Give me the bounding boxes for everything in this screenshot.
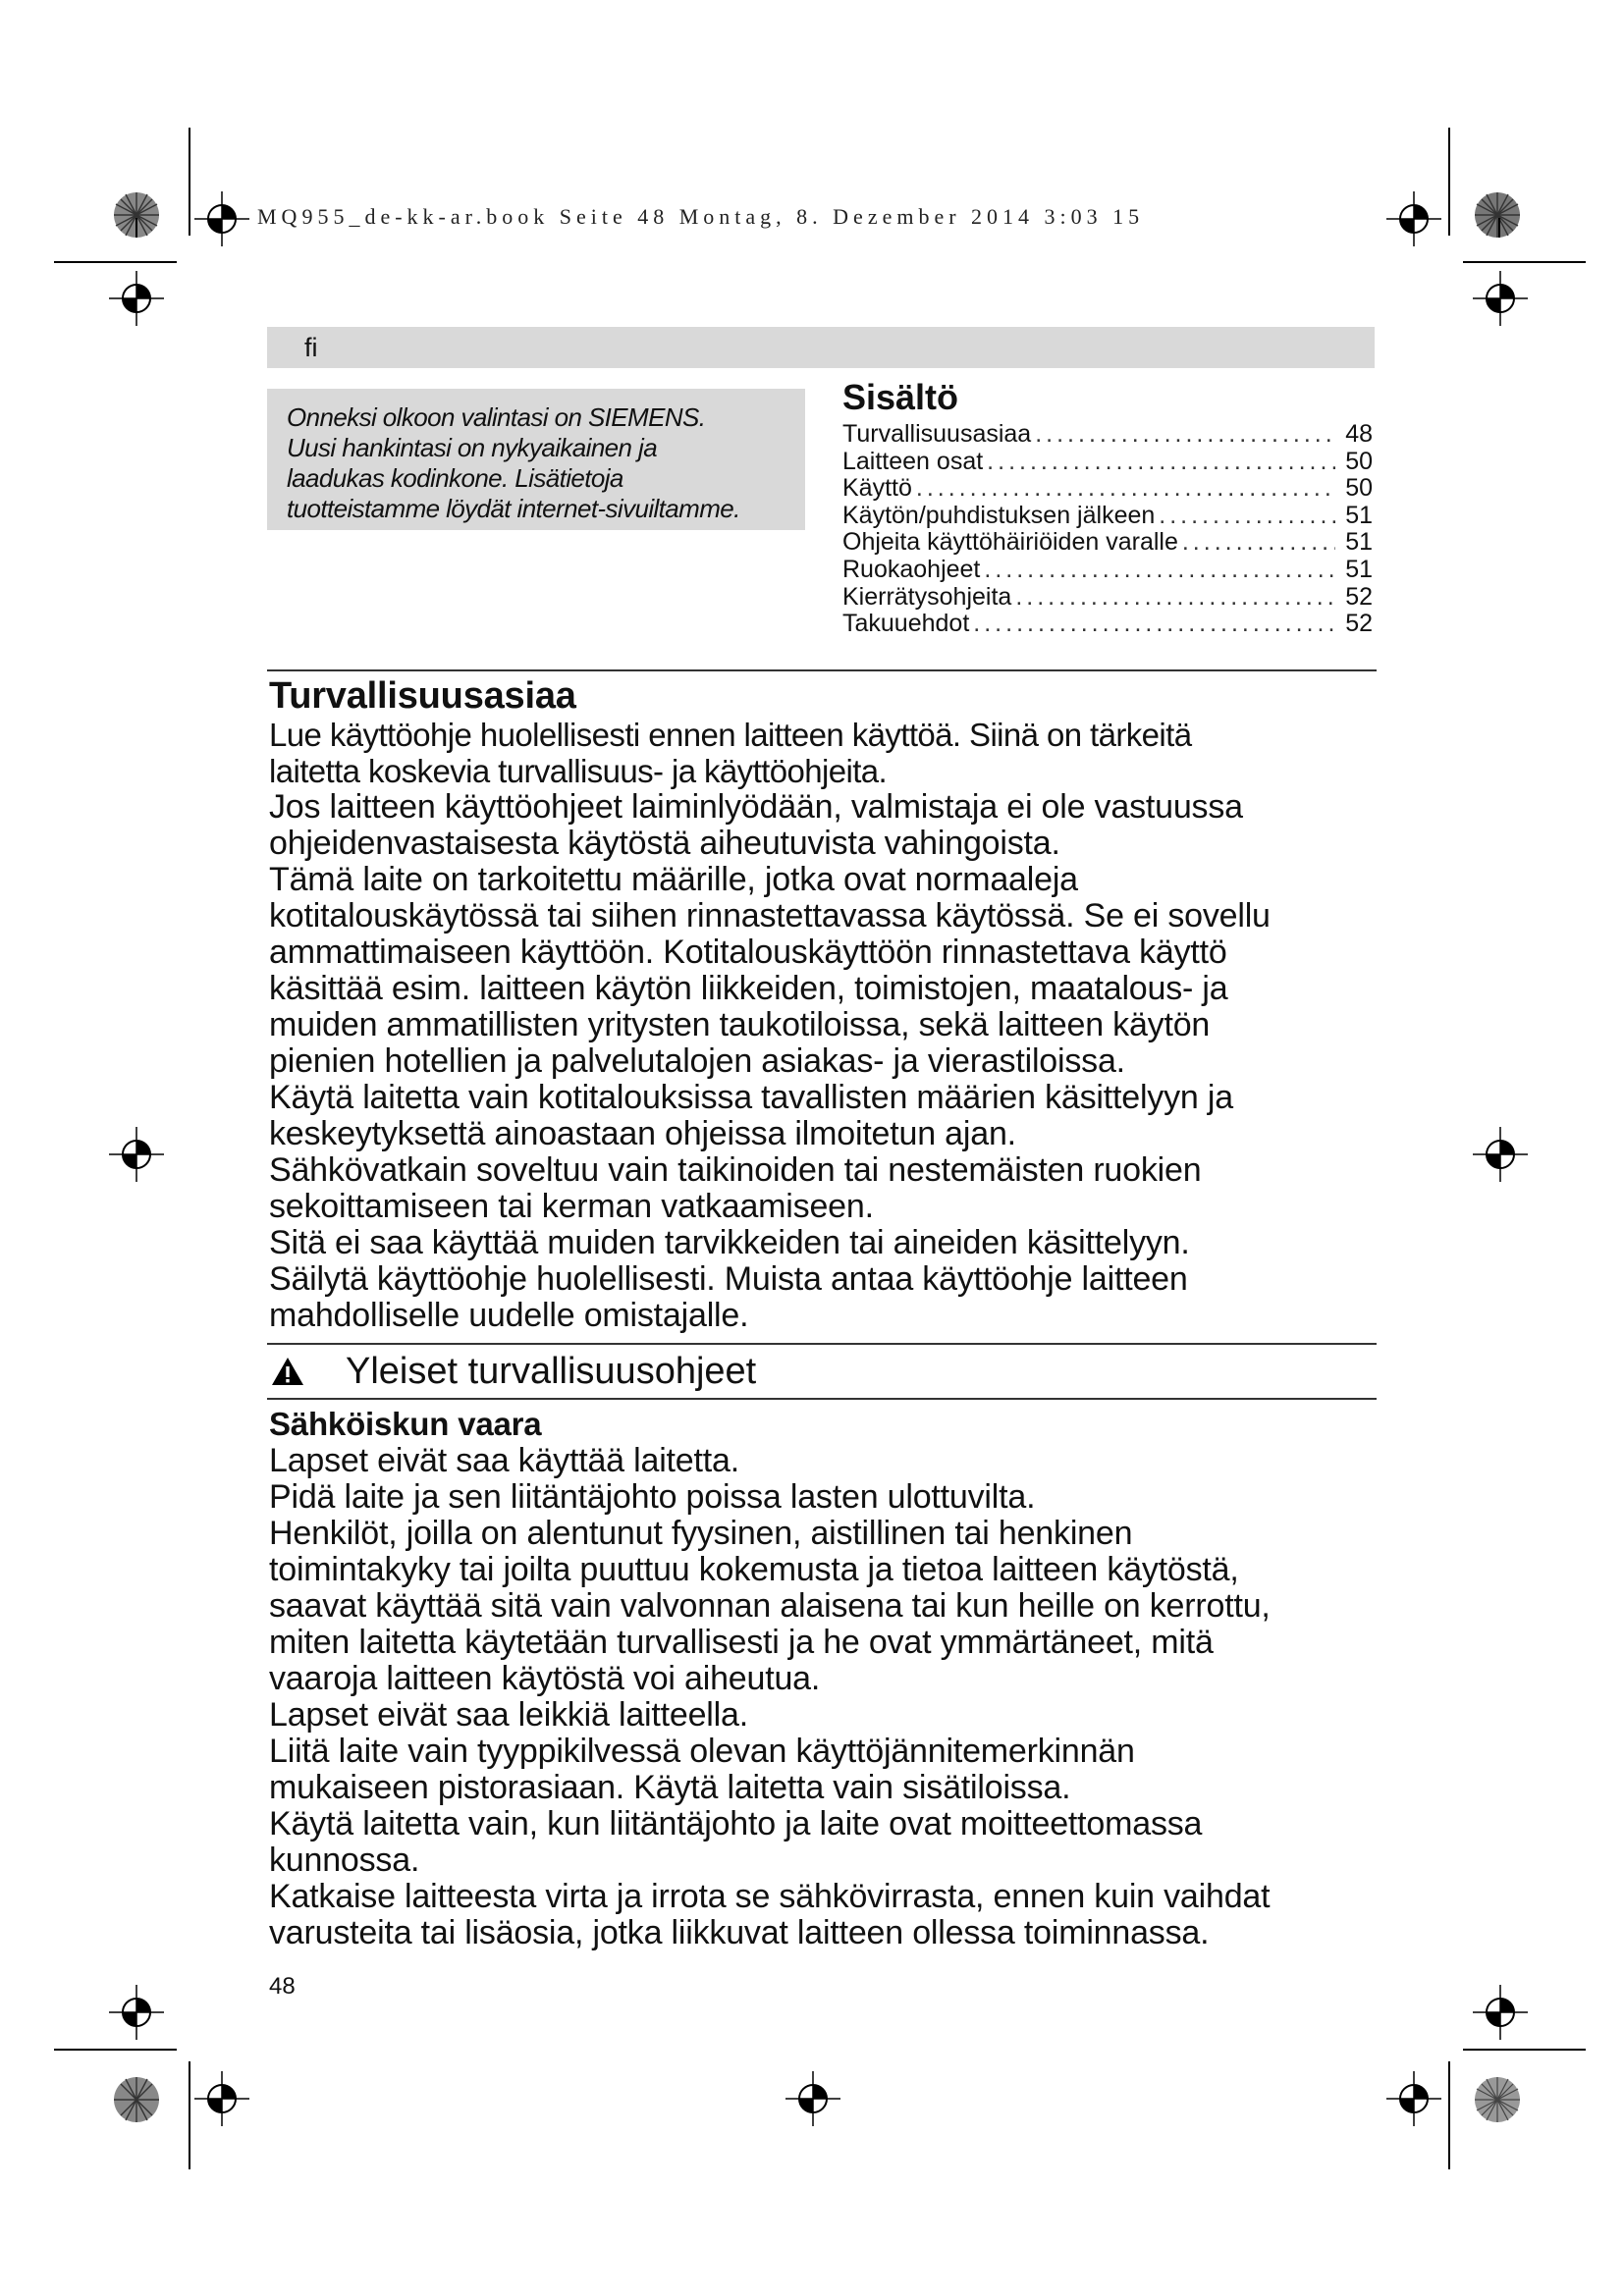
color-target-icon	[112, 2075, 161, 2124]
text-line: Katkaise laitteesta virta ja irrota se sähkövirrasta, ennen kuin vaihdat	[269, 1878, 1271, 1915]
crop-line	[189, 128, 190, 236]
registration-mark-icon	[109, 271, 164, 326]
intro-line: laadukas kodinkone. Lisätietoja	[287, 463, 623, 493]
text-line: keskeytyksettä ainoastaan ohjeissa ilmoitetun ajan.	[269, 1115, 1016, 1152]
warning-triangle-icon	[271, 1357, 304, 1386]
crop-line	[1448, 128, 1450, 236]
registration-mark-icon	[1386, 2071, 1441, 2126]
text-line: pienien hotellien ja palvelutalojen asiakas- ja vierastiloissa.	[269, 1042, 1125, 1080]
text-line: Käytä laitetta vain kotitalouksissa tavallisten määrien käsittelyyn ja	[269, 1079, 1233, 1116]
crop-line	[1448, 2061, 1450, 2169]
text-line: Lapset eivät saa leikkiä laitteella.	[269, 1696, 748, 1734]
print-header: MQ955_de-kk-ar.book Seite 48 Montag, 8. Dezember 2014 3:03 15	[257, 204, 1145, 229]
registration-mark-icon	[1473, 1985, 1528, 2040]
text-line: kunnossa.	[269, 1842, 420, 1879]
table-of-contents	[842, 376, 1373, 638]
general-safety-title: Yleiset turvallisuusohjeet	[346, 1350, 757, 1392]
toc-entry-label: Käytön/puhdistuksen jälkeen	[842, 501, 1156, 529]
toc-entry-page: 51	[1345, 528, 1373, 557]
section-divider	[267, 1343, 1377, 1345]
toc-entry[interactable]	[842, 584, 1373, 612]
intro-box	[267, 389, 805, 530]
safety-section	[269, 675, 1379, 1334]
text-line: Pidä laite ja sen liitäntäjohto poissa lasten ulottuvilta.	[269, 1478, 1036, 1516]
toc-entry[interactable]	[842, 475, 1373, 503]
toc-entry-page: 50	[1345, 474, 1373, 503]
text-line: mukaiseen pistorasiaan. Käytä laitetta vain sisätiloissa.	[269, 1769, 1071, 1806]
toc-entry-label: Turvallisuusasiaa	[842, 420, 1032, 448]
general-safety-text	[269, 1443, 1379, 1951]
text-line: miten laitetta käytetään turvallisesti ja he ovat ymmärtäneet, mitä	[269, 1624, 1214, 1661]
toc-entry[interactable]	[842, 529, 1373, 557]
intro-line: tuotteistamme löydät internet-sivuiltamme.	[287, 494, 740, 523]
safety-text	[269, 789, 1379, 1334]
text-line: toimintakyky tai joilta puuttuu kokemusta ja tietoa laitteen käytöstä,	[269, 1551, 1239, 1588]
text-line: Tämä laite on tarkoitettu määrille, jotka ovat normaaleja	[269, 861, 1078, 898]
crop-line	[1498, 218, 1500, 238]
text-line: Jos laitteen käyttöohjeet laiminlyödään, valmistaja ei ole vastuussa	[269, 788, 1243, 826]
intro-line: Onneksi olkoon valintasi on SIEMENS.	[287, 402, 706, 432]
toc-entry-label: Ruokaohjeet	[842, 555, 981, 583]
toc-entry[interactable]	[842, 611, 1373, 638]
text-line: Käytä laitetta vain, kun liitäntäjohto ja laite ovat moitteettomassa	[269, 1805, 1203, 1842]
toc-entry[interactable]	[842, 503, 1373, 530]
language-code: fi	[304, 333, 318, 362]
text-line: vaaroja laitteen käytöstä voi aiheutua.	[269, 1660, 821, 1697]
crop-line	[135, 218, 137, 238]
text-line: Liitä laite vain tyyppikilvessä olevan käyttöjännitemerkinnän	[269, 1733, 1135, 1770]
general-safety-section	[269, 1406, 1379, 1951]
toc-entry-page: 52	[1345, 610, 1373, 638]
toc-entry-label: Takuuehdot	[842, 610, 970, 638]
text-line: kotitalouskäytössä tai siihen rinnastettavassa käytössä. Se ei sovellu	[269, 897, 1271, 934]
electric-shock-heading: Sähköiskun vaara	[269, 1406, 542, 1442]
text-line: ohjeidenvastaisesta käytöstä aiheutuvista vahingoista.	[269, 825, 1060, 862]
intro-text	[287, 402, 787, 524]
toc-title: Sisältö	[842, 377, 959, 417]
toc-entry-page: 51	[1345, 555, 1373, 583]
toc-entry-label: Ohjeita käyttöhäiriöiden varalle	[842, 528, 1178, 557]
text-line: Lapset eivät saa käyttää laitetta.	[269, 1442, 739, 1479]
registration-mark-icon	[1386, 191, 1441, 246]
text-line: Sähkövatkain soveltuu vain taikinoiden tai nestemäisten ruokien	[269, 1151, 1202, 1189]
toc-entry[interactable]	[842, 557, 1373, 584]
registration-mark-icon	[194, 2071, 249, 2126]
safety-title: Turvallisuusasiaa	[269, 675, 576, 717]
toc-entry-label: Kierrätysohjeita	[842, 582, 1012, 611]
toc-entry-page: 50	[1345, 447, 1373, 475]
toc-entry-label: Käyttö	[842, 474, 912, 503]
color-target-icon	[1473, 2075, 1522, 2124]
safety-lead	[269, 717, 1379, 789]
crop-line	[54, 261, 177, 263]
color-target-icon	[1473, 190, 1522, 240]
registration-mark-icon	[1473, 271, 1528, 326]
crop-line	[189, 2061, 190, 2169]
safety-lead-line: Lue käyttöohje huolellisesti ennen laitteen käyttöä. Siinä on tärkeitä	[269, 717, 1192, 753]
general-safety-heading	[271, 1349, 756, 1394]
section-divider	[267, 669, 1377, 671]
registration-mark-icon	[1473, 1127, 1528, 1182]
registration-mark-icon	[109, 1985, 164, 2040]
toc-entry[interactable]	[842, 421, 1373, 449]
page-number: 48	[269, 1973, 296, 2000]
registration-mark-icon	[194, 191, 249, 246]
text-line: Säilytä käyttöohje huolellisesti. Muista antaa käyttöohje laitteen	[269, 1260, 1188, 1298]
toc-entry[interactable]	[842, 449, 1373, 476]
crop-line	[54, 2049, 177, 2051]
text-line: käsittää esim. laitteen käytön liikkeiden, toimistojen, maatalous- ja	[269, 970, 1228, 1007]
language-bar	[267, 327, 1375, 368]
crop-line	[1463, 261, 1586, 263]
crop-line	[1463, 2049, 1586, 2051]
text-line: varusteita tai lisäosia, jotka liikkuvat laitteen ollessa toiminnassa.	[269, 1914, 1210, 1951]
toc-entry-label: Laitteen osat	[842, 447, 984, 475]
intro-line: Uusi hankintasi on nykyaikainen ja	[287, 433, 658, 462]
section-divider	[267, 1398, 1377, 1400]
text-line: Henkilöt, joilla on alentunut fyysinen, aistillinen tai henkinen	[269, 1515, 1133, 1552]
toc-entry-page: 48	[1345, 420, 1373, 448]
text-line: sekoittamiseen tai kerman vatkaamiseen.	[269, 1188, 874, 1225]
toc-entry-page: 52	[1345, 582, 1373, 611]
registration-mark-icon	[785, 2071, 840, 2126]
text-line: Sitä ei saa käyttää muiden tarvikkeiden tai aineiden käsittelyyn.	[269, 1224, 1190, 1261]
text-line: ammattimaiseen käyttöön. Kotitalouskäyttöön rinnastettava käyttö	[269, 934, 1227, 971]
registration-mark-icon	[109, 1127, 164, 1182]
text-line: saavat käyttää sitä vain valvonnan alaisena tai kun heille on kerrottu,	[269, 1587, 1271, 1625]
text-line: mahdolliselle uudelle omistajalle.	[269, 1297, 749, 1334]
toc-entry-page: 51	[1345, 501, 1373, 529]
safety-lead-line: laitetta koskevia turvallisuus- ja käyttöohjeita.	[269, 753, 888, 789]
text-line: muiden ammatillisten yritysten taukotiloissa, sekä laitteen käytön	[269, 1006, 1211, 1043]
